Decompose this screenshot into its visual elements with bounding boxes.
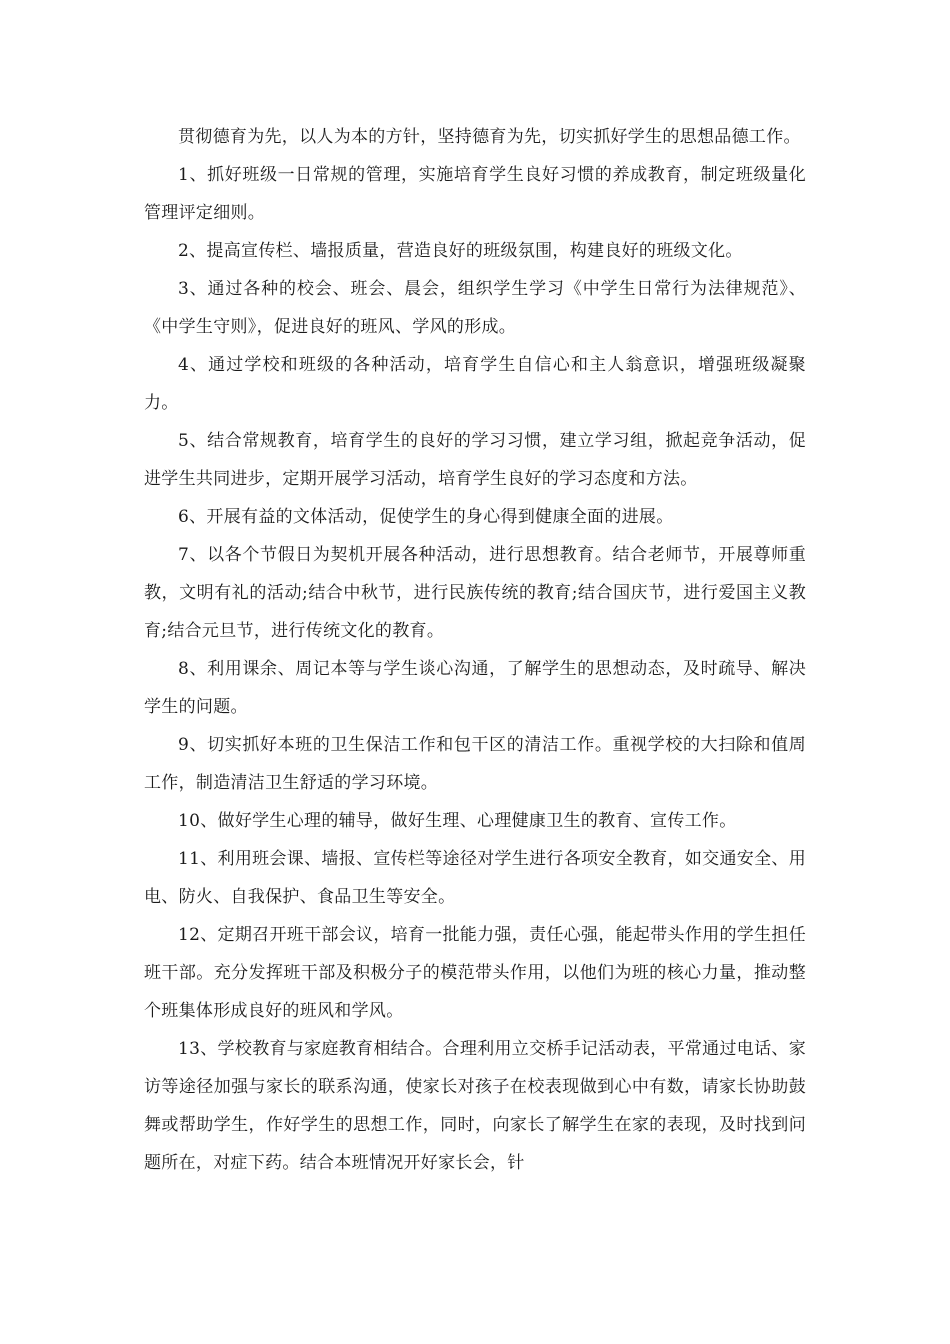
paragraph-intro: 贯彻德育为先，以人为本的方针，坚持德育为先，切实抓好学生的思想品德工作。 [178, 127, 801, 147]
paragraph-item-10: 10、做好学生心理的辅导，做好生理、心理健康卫生的教育、宣传工作。 [178, 811, 737, 831]
paragraph-item-6: 6、开展有益的文体活动，促使学生的身心得到健康全面的进展。 [178, 507, 674, 527]
paragraph-item-11: 11、利用班会课、墙报、宣传栏等途径对学生进行各项安全教育，如交通安全、用电、防火、自我保护、食品卫生等安全。 [144, 849, 806, 907]
paragraph-item-1: 1、抓好班级一日常规的管理，实施培育学生良好习惯的养成教育，制定班级量化管理评定细则。 [144, 165, 806, 223]
paragraph-item-3: 3、通过各种的校会、班会、晨会，组织学生学习《中学生日常行为法律规范》、《中学生守则》，促进良好的班风、学风的形成。 [144, 279, 806, 337]
paragraph-item-5: 5、结合常规教育，培育学生的良好的学习习惯，建立学习组，掀起竞争活动，促进学生共同进步，定期开展学习活动，培育学生良好的学习态度和方法。 [144, 431, 806, 489]
paragraph-item-4: 4、通过学校和班级的各种活动，培育学生自信心和主人翁意识，增强班级凝聚力。 [144, 355, 806, 413]
paragraph-item-8: 8、利用课余、周记本等与学生谈心沟通，了解学生的思想动态，及时疏导、解决学生的问题。 [144, 659, 806, 717]
paragraph-item-12: 12、定期召开班干部会议，培育一批能力强，责任心强，能起带头作用的学生担任班干部。充分发挥班干部及积极分子的模范带头作用，以他们为班的核心力量，推动整个班集体形成良好的班风和学风。 [144, 925, 806, 1021]
paragraph-item-13: 13、学校教育与家庭教育相结合。合理利用立交桥手记活动表，平常通过电话、家访等途径加强与家长的联系沟通，使家长对孩子在校表现做到心中有数，请家长协助鼓舞或帮助学生，作好学生的思想工作，同时，向家长了解学生在家的表现，及时找到问题所在，对症下药。结合本班情况开好家长会，针 [144, 1039, 806, 1173]
paragraph-item-2: 2、提高宣传栏、墙报质量，营造良好的班级氛围，构建良好的班级文化。 [178, 241, 743, 261]
paragraph-item-7: 7、以各个节假日为契机开展各种活动，进行思想教育。结合老师节，开展尊师重教，文明有礼的活动;结合中秋节，进行民族传统的教育;结合国庆节，进行爱国主义教育;结合元旦节，进行传统文化的教育。 [144, 545, 806, 641]
paragraph-item-9: 9、切实抓好本班的卫生保洁工作和包干区的清洁工作。重视学校的大扫除和值周工作，制造清洁卫生舒适的学习环境。 [144, 735, 806, 793]
document-body [144, 118, 806, 1182]
